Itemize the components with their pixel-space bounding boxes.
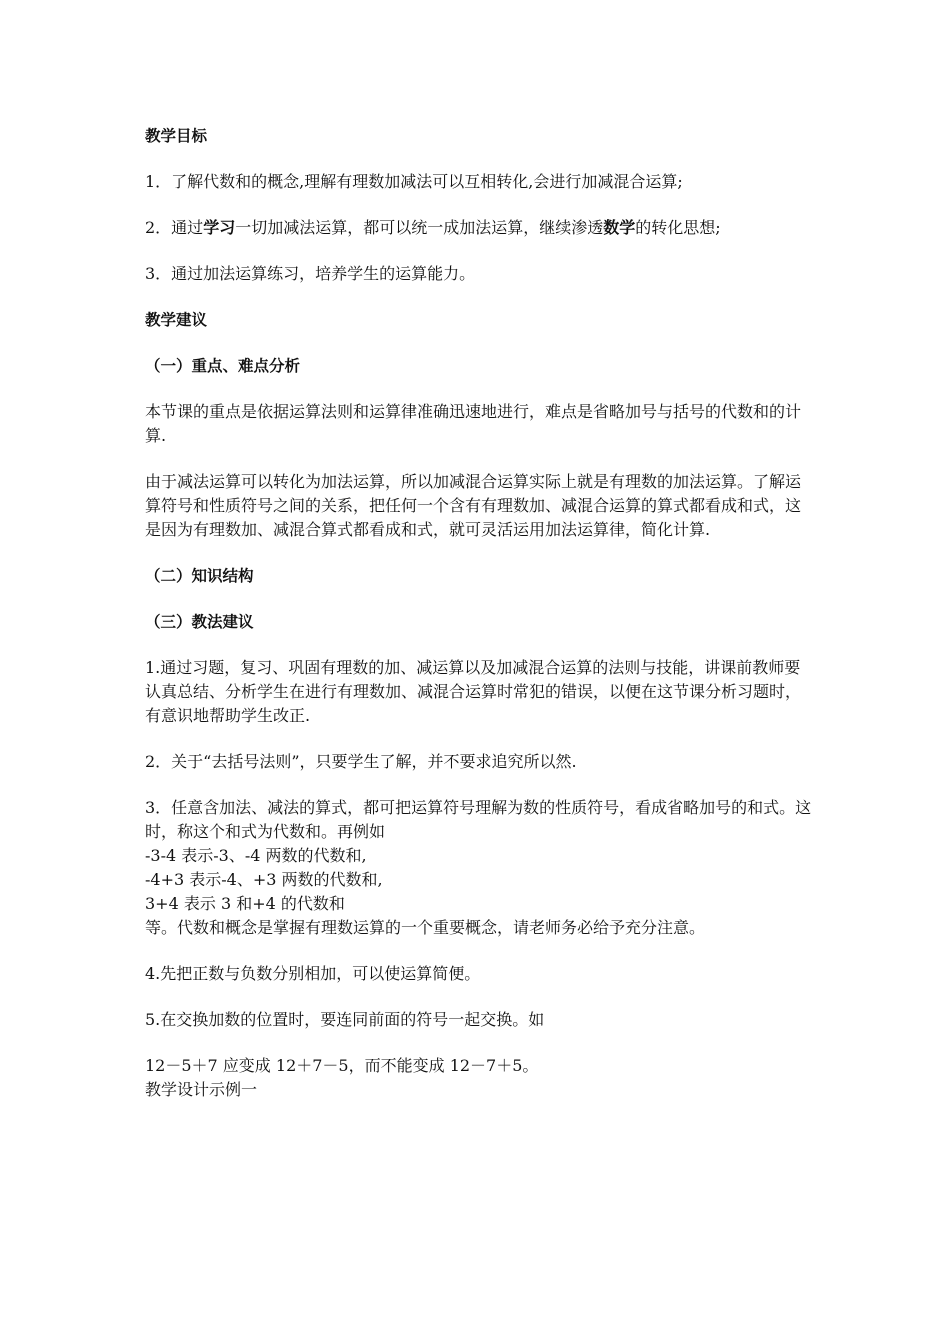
tip-3-example-2: -4+3 表示-4、+3 两数的代数和, xyxy=(145,870,383,889)
design-example-heading: 教学设计示例一 xyxy=(145,1080,258,1099)
advice-heading: 教学建议 xyxy=(145,311,208,329)
goal-2-part-e: 的转化思想; xyxy=(635,218,721,237)
goal-2-bold-study: 学习 xyxy=(203,218,236,237)
goal-2-part-c: 一切加减法运算，都可以统一成加法运算，继续渗透 xyxy=(235,218,604,237)
tip-2: 2．关于“去括号法则”，只要学生了解，并不要求追究所以然. xyxy=(145,752,577,771)
tip-5: 5.在交换加数的位置时，要连同前面的符号一起交换。如 xyxy=(145,1010,545,1029)
goal-2-bold-math: 数学 xyxy=(603,218,636,237)
subsection-1-heading: （一）重点、难点分析 xyxy=(145,357,301,375)
tip-3 xyxy=(145,796,815,940)
tip-3-example-3: 3+4 表示 3 和+4 的代数和 xyxy=(145,894,345,913)
tip-1: 1.通过习题，复习、巩固有理数的加、减运算以及加减混合运算的法则与技能，讲课前教师要认真总结、分析学生在进行有理数加、减混合运算时常犯的错误，以便在这节课分析习题时，有意识地帮助学生改正. xyxy=(145,658,802,725)
tip-3-end: 等。代数和概念是掌握有理数运算的一个重要概念，请老师务必给予充分注意。 xyxy=(145,918,706,937)
goals-heading: 教学目标 xyxy=(145,127,208,145)
subsection-2-heading: （二）知识结构 xyxy=(145,567,254,585)
subsection-1-paragraph-1: 本节课的重点是依据运算法则和运算律准确迅速地进行，难点是省略加号与括号的代数和的计算. xyxy=(145,402,802,445)
goal-2 xyxy=(145,216,815,240)
tip-3-example-1: -3-4 表示-3、-4 两数的代数和, xyxy=(145,846,367,865)
tip-5-example: 12－5＋7 应变成 12＋7－5，而不能变成 12－7＋5。 xyxy=(145,1056,539,1075)
goal-2-part-a: 2．通过 xyxy=(145,218,204,237)
tip-4: 4.先把正数与负数分别相加，可以使运算简便。 xyxy=(145,964,481,983)
subsection-3-heading: （三）教法建议 xyxy=(145,613,254,631)
tip-3-intro: 3．任意含加法、减法的算式，都可把运算符号理解为数的性质符号，看成省略加号的和式。这时，称这个和式为代数和。再例如 xyxy=(145,798,812,841)
goal-1: 1．了解代数和的概念,理解有理数加减法可以互相转化,会进行加减混合运算; xyxy=(145,172,683,191)
document-page xyxy=(145,124,815,1102)
subsection-1-paragraph-2: 由于减法运算可以转化为加法运算，所以加减混合运算实际上就是有理数的加法运算。了解运算符号和性质符号之间的关系，把任何一个含有有理数加、减混合运算的算式都看成和式，这是因为有理数加、减混合算式都看成和式，就可灵活运用加法运算律，简化计算. xyxy=(145,472,802,539)
goal-3: 3．通过加法运算练习，培养学生的运算能力。 xyxy=(145,264,476,283)
